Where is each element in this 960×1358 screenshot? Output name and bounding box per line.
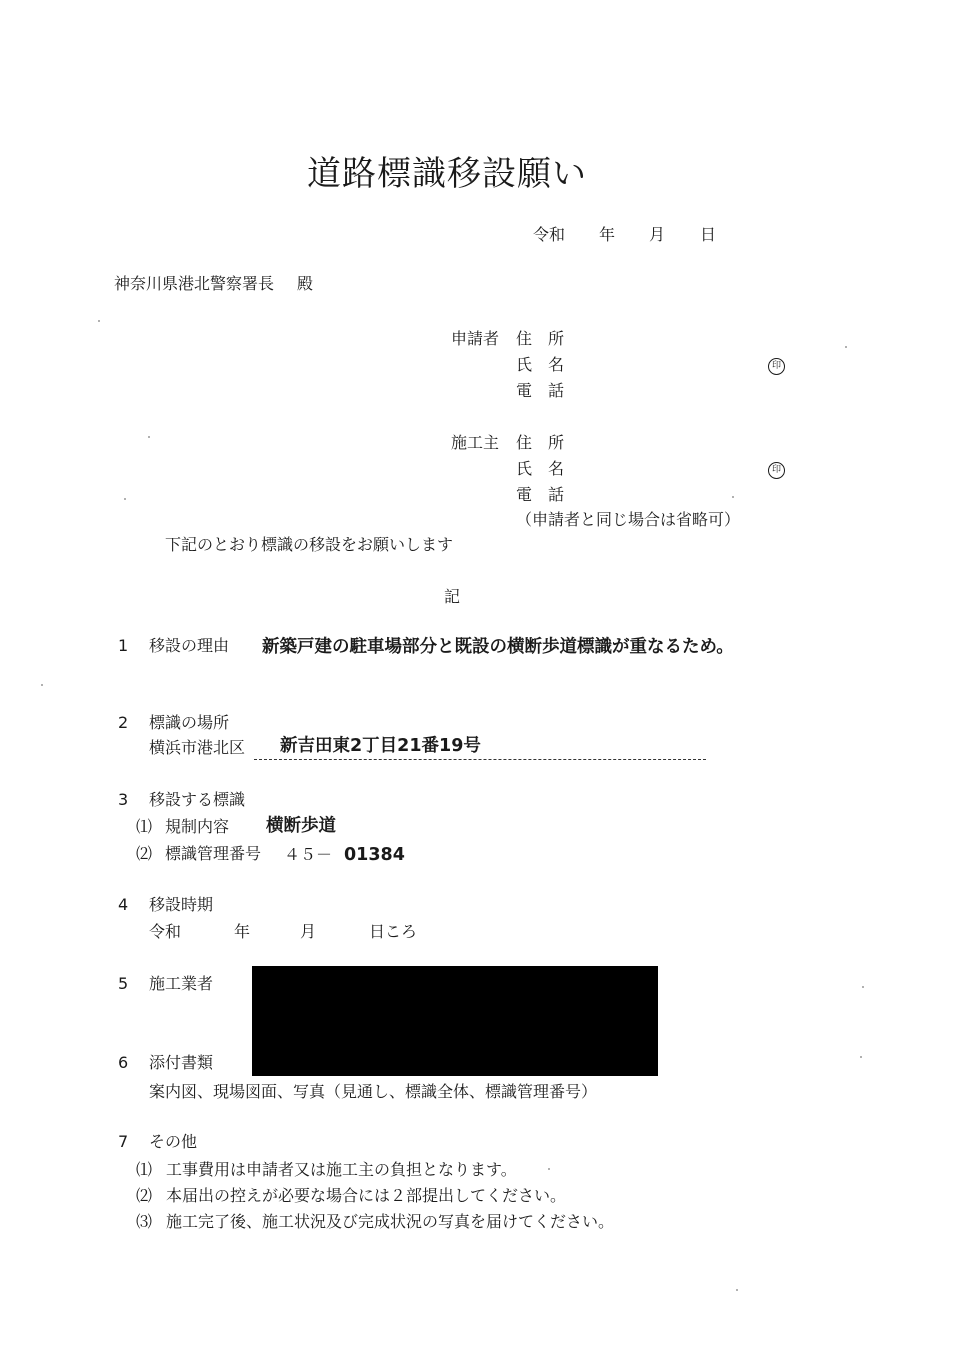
- date-year: 年: [599, 225, 616, 244]
- item-number: 6: [118, 1053, 129, 1072]
- place-value: 新吉田東2丁目21番19号: [280, 736, 481, 756]
- applicant-name-label: 氏 名: [516, 355, 565, 374]
- scan-speck: [732, 496, 734, 498]
- note-number: ⑶: [136, 1212, 153, 1231]
- sign-sub1-number: ⑴: [136, 817, 153, 836]
- date-day: 日: [700, 225, 717, 244]
- scan-speck: [862, 986, 864, 988]
- item-number: 5: [118, 974, 129, 993]
- note-number: ⑵: [136, 1186, 153, 1205]
- scan-speck: [548, 1168, 550, 1170]
- sign-sub1-label: 規制内容: [165, 817, 230, 836]
- scan-speck: [98, 320, 100, 322]
- sign-sub2-value: 01384: [344, 845, 405, 865]
- place-underline: [254, 759, 706, 760]
- ki-heading: 記: [444, 587, 461, 606]
- owner-seal-mark: 印: [768, 462, 785, 479]
- sign-sub2-prefix: ４５－: [284, 845, 333, 864]
- item-number: 2: [118, 713, 129, 732]
- note-text: 本届出の控えが必要な場合には２部提出してください。: [166, 1186, 567, 1205]
- item-number: 3: [118, 790, 129, 809]
- builder-label: 施工業者: [149, 974, 214, 993]
- owner-phone-label: 電 話: [516, 485, 565, 504]
- attachments-value: 案内図、現場図面、写真（見通し、標識全体、標識管理番号）: [149, 1082, 598, 1101]
- addressee-honorific: 殿: [297, 274, 314, 293]
- owner-name-label: 氏 名: [516, 459, 565, 478]
- owner-note: （申請者と同じ場合は省略可）: [516, 510, 741, 529]
- scan-speck: [736, 1289, 738, 1291]
- redaction-box: [252, 966, 658, 1076]
- scan-speck: [845, 346, 847, 348]
- note-number: ⑴: [136, 1160, 153, 1179]
- scan-speck: [148, 436, 150, 438]
- scan-speck: [124, 498, 126, 500]
- place-city: 横浜市港北区: [149, 738, 246, 757]
- request-text: 下記のとおり標識の移設をお願いします: [165, 535, 454, 554]
- item-number: 7: [118, 1132, 129, 1151]
- scan-speck: [860, 1056, 862, 1058]
- date-era: 令和: [533, 225, 566, 244]
- owner-role: 施工主: [451, 433, 500, 452]
- applicant-seal-mark: 印: [768, 358, 785, 375]
- period-day: 日ころ: [369, 922, 418, 941]
- place-label: 標識の場所: [149, 713, 230, 732]
- date-month: 月: [649, 225, 666, 244]
- attachments-label: 添付書類: [149, 1053, 214, 1072]
- period-month: 月: [300, 922, 317, 941]
- scan-speck: [41, 684, 43, 686]
- other-label: その他: [149, 1132, 198, 1151]
- item-number: 1: [118, 636, 129, 655]
- note-text: 工事費用は申請者又は施工主の負担となります。: [166, 1160, 517, 1179]
- period-era: 令和: [149, 922, 182, 941]
- owner-address-label: 住 所: [516, 433, 565, 452]
- sign-sub1-value: 横断歩道: [266, 816, 336, 836]
- sign-sub2-number: ⑵: [136, 844, 153, 863]
- applicant-role: 申請者: [451, 329, 500, 348]
- period-label: 移設時期: [149, 895, 214, 914]
- sign-label: 移設する標識: [149, 790, 246, 809]
- applicant-address-label: 住 所: [516, 329, 565, 348]
- item-number: 4: [118, 895, 129, 914]
- sign-sub2-label: 標識管理番号: [165, 844, 262, 863]
- applicant-phone-label: 電 話: [516, 381, 565, 400]
- reason-value: 新築戸建の駐車場部分と既設の横断歩道標識が重なるため。: [262, 637, 734, 657]
- note-text: 施工完了後、施工状況及び完成状況の写真を届けてください。: [166, 1212, 615, 1231]
- reason-label: 移設の理由: [149, 636, 230, 655]
- addressee-name: 神奈川県港北警察署長: [114, 274, 275, 293]
- period-year: 年: [234, 922, 251, 941]
- document-title: 道路標識移設願い: [307, 154, 587, 194]
